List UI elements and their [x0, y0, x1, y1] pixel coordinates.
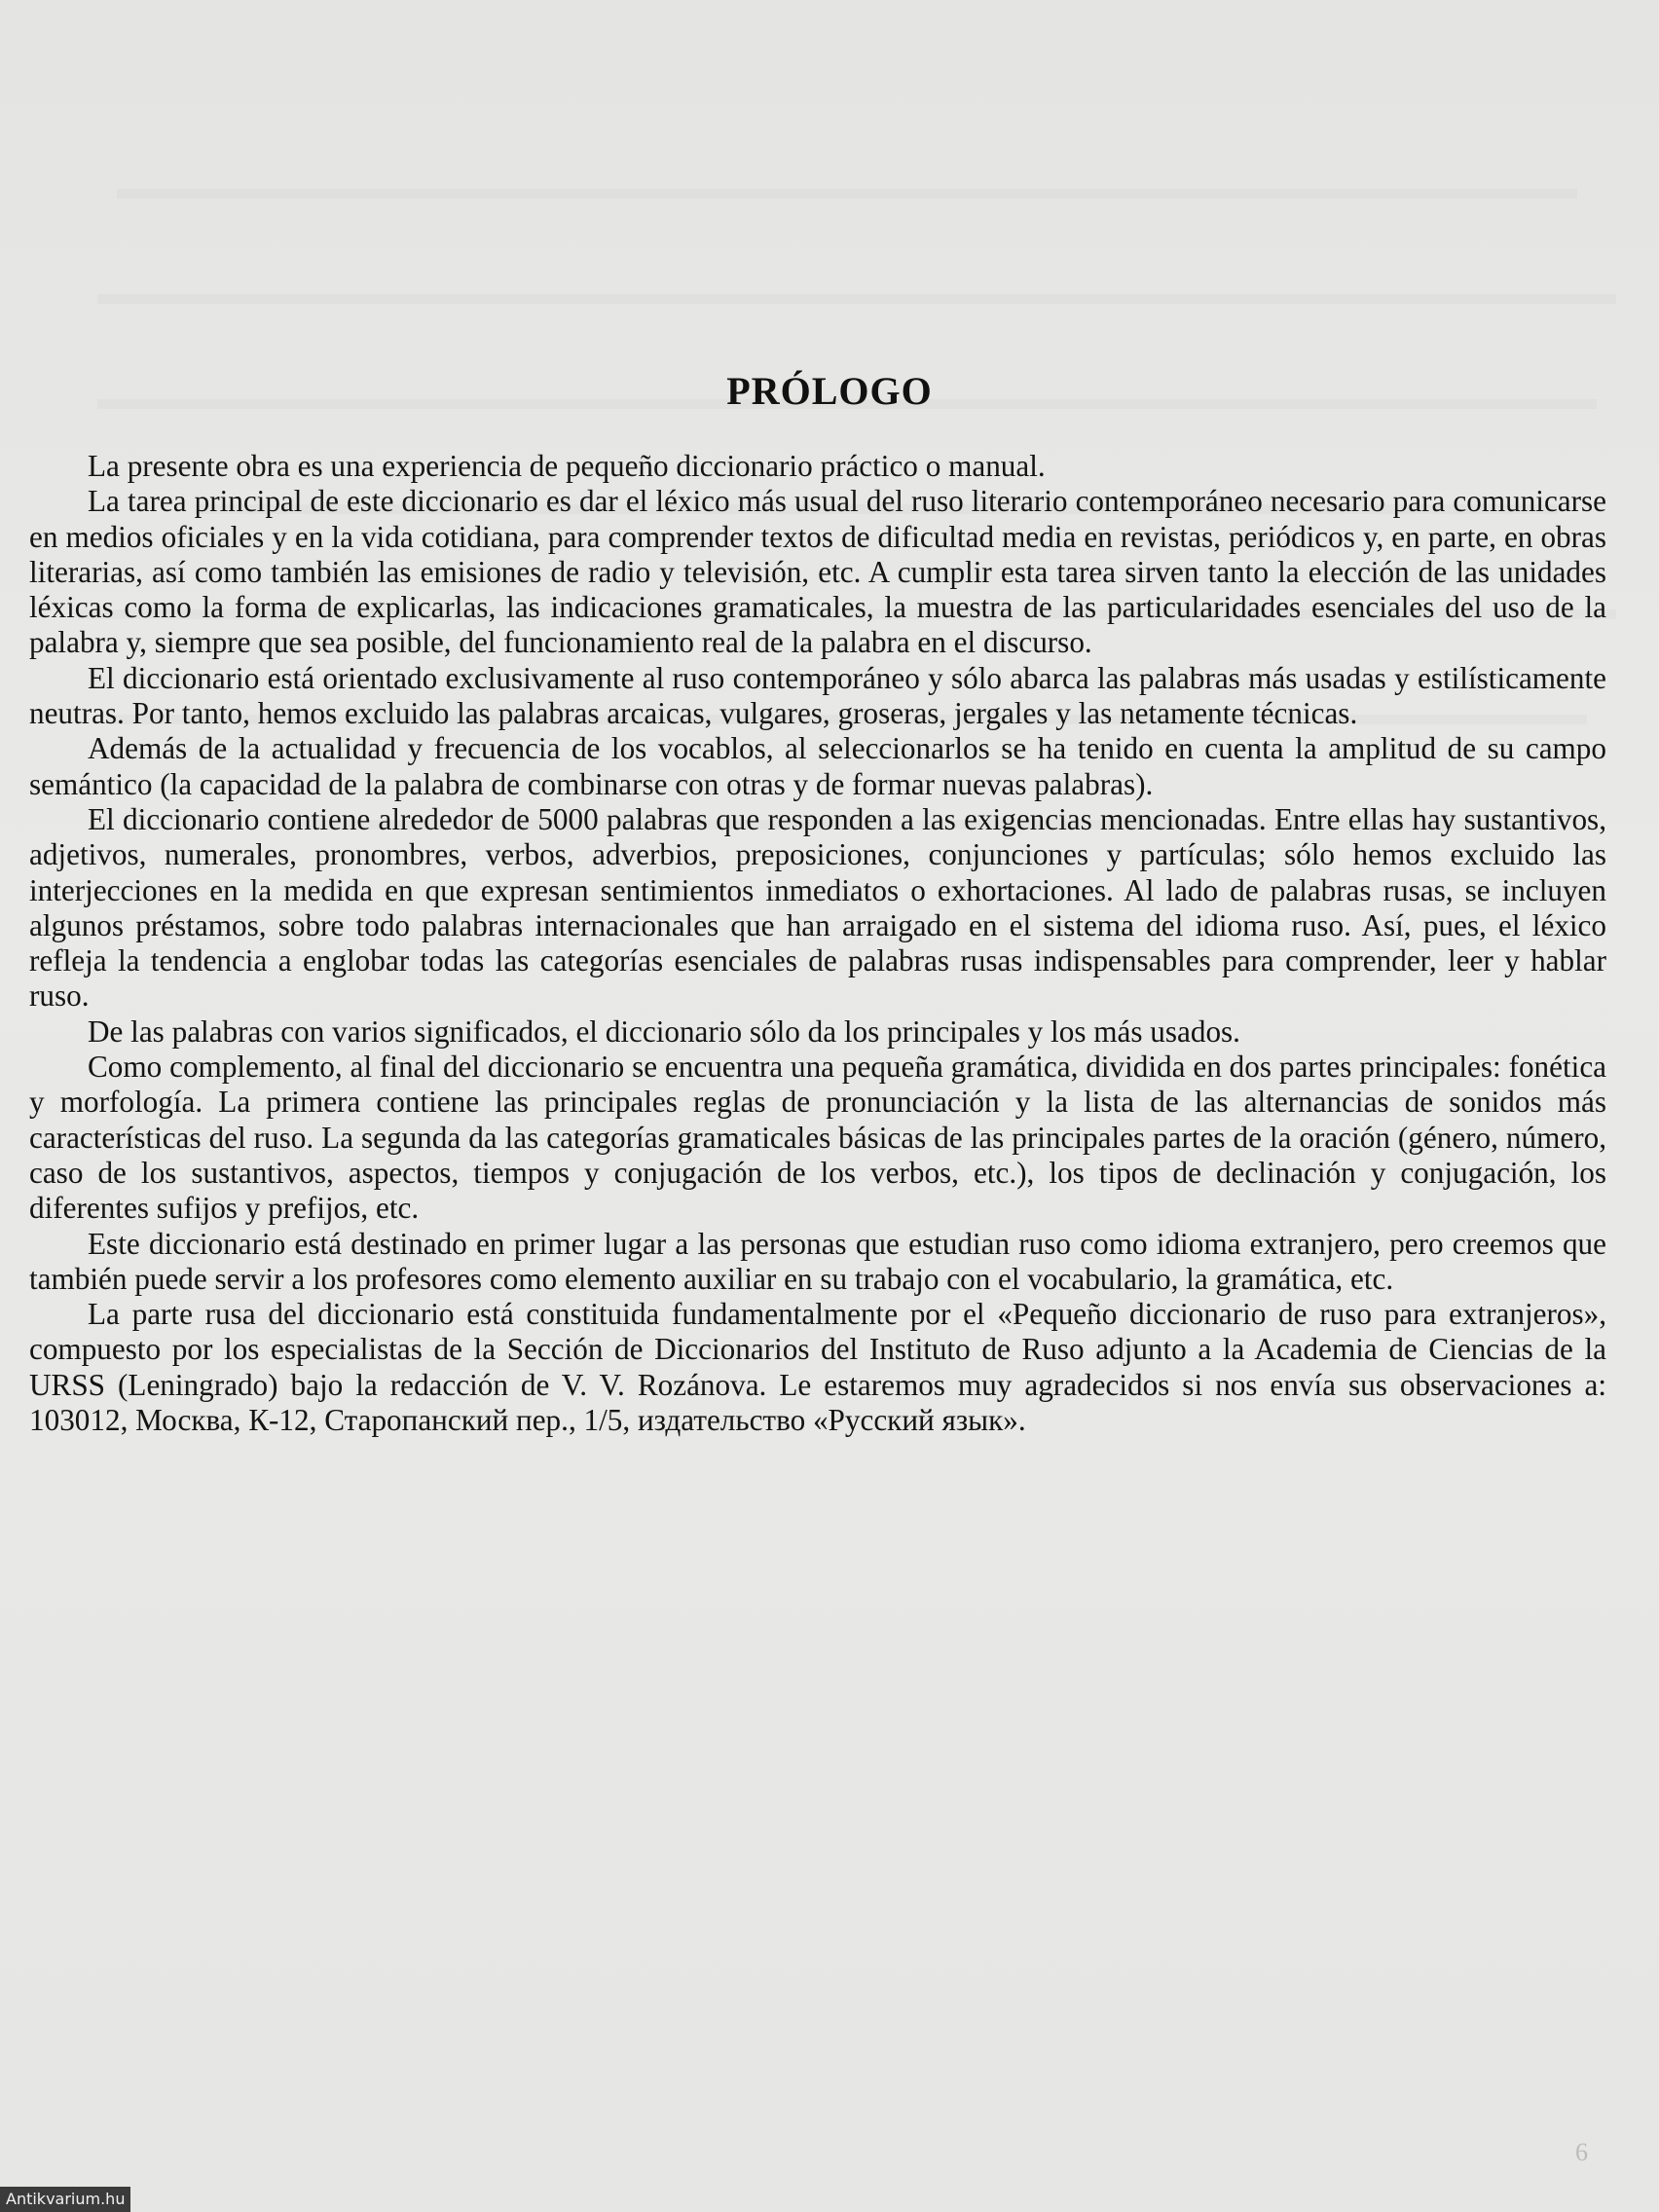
paragraph-3: El diccionario está orientado exclusivamente al ruso contemporáneo y sólo abarca las palabras más usadas y estilísticamente neutras. Por tanto, hemos excluido las palabras arcaicas, vulgares, groseras, jergales y las netamente técnicas. [29, 660, 1606, 731]
paragraph-5: El diccionario contiene alrededor de 5000 palabras que responden a las exigencias mencionadas. Entre ellas hay sustantivos, adjetivos, numerales, pronombres, verbos, adverbios, preposiciones, conjunciones y partículas; sólo hemos excluido las interjecciones en la medida en que expresan sentimientos inmediatos o exhortaciones. Al lado de palabras rusas, se incluyen algunos préstamos, sobre todo palabras internacionales que han arraigado en el sistema del idioma ruso. Así, pues, el léxico refleja la tendencia a englobar todas las categorías esenciales de palabras rusas indispensables para comprender, leer y hablar ruso. [29, 801, 1606, 1014]
paragraph-1: La presente obra es una experiencia de pequeño diccionario práctico o manual. [88, 449, 1046, 483]
prologue-body [29, 449, 1606, 1438]
page-title: PRÓLOGO [726, 369, 933, 413]
paragraph-8: Este diccionario está destinado en primer lugar a las personas que estudian ruso como idioma extranjero, pero creemos que también puede servir a los profesores como elemento auxiliar en su trabajo con el vocabulario, la gramática, etc. [29, 1226, 1606, 1296]
paragraph-7: Como complemento, al final del diccionario se encuentra una pequeña gramática, dividida en dos partes principales: fonética y morfología. La primera contiene las principales reglas de pronunciación y la lista de las alternancias de sonidos más características del ruso. La segunda da las categorías gramaticales básicas de las principales partes de la oración (género, número, caso de los sustantivos, aspectos, tiempos y conjugación de los verbos, etc.), los tipos de declinación y conjugación, los diferentes sufijos y prefijos, etc. [29, 1050, 1606, 1226]
paragraph-9: La parte rusa del diccionario está constituida fundamentalmente por el «Pequeño diccionario de ruso para extranjeros», compuesto por los especialistas de la Sección de Diccionarios del Instituto de Ruso adjunto a la Academia de Ciencias de la URSS (Leningrado) bajo la redacción de V. V. Rozánova. Le estaremos muy agradecidos si nos envía sus observaciones a: 103012, Москва, К-12, Старопанский пер., 1/5, издательство «Русский язык». [29, 1297, 1606, 1438]
paragraph-6: De las palabras con varios significados, el diccionario sólo da los principales y los más usados. [88, 1014, 1240, 1049]
page-number: 6 [1575, 2138, 1588, 2166]
paragraph-2: La tarea principal de este diccionario es dar el léxico más usual del ruso literario contemporáneo necesario para comunicarse en medios oficiales y en la vida cotidiana, para comprender textos de dificultad media en revistas, periódicos y, en parte, en obras literarias, así como también las emisiones de radio y televisión, etc. A cumplir esta tarea sirven tanto la elección de las unidades léxicas como la forma de explicarlas, las indicaciones gramaticales, la muestra de las particularidades esenciales del uso de la palabra y, siempre que sea posible, del funcionamiento real de la palabra en el discurso. [29, 484, 1606, 660]
paragraph-4: Además de la actualidad y frecuencia de los vocablos, al seleccionarlos se ha tenido en cuenta la amplitud de su campo semántico (la capacidad de la palabra de combinarse con otras y de formar nuevas palabras). [29, 731, 1606, 801]
watermark-label: Antikvarium.hu [0, 2187, 130, 2212]
